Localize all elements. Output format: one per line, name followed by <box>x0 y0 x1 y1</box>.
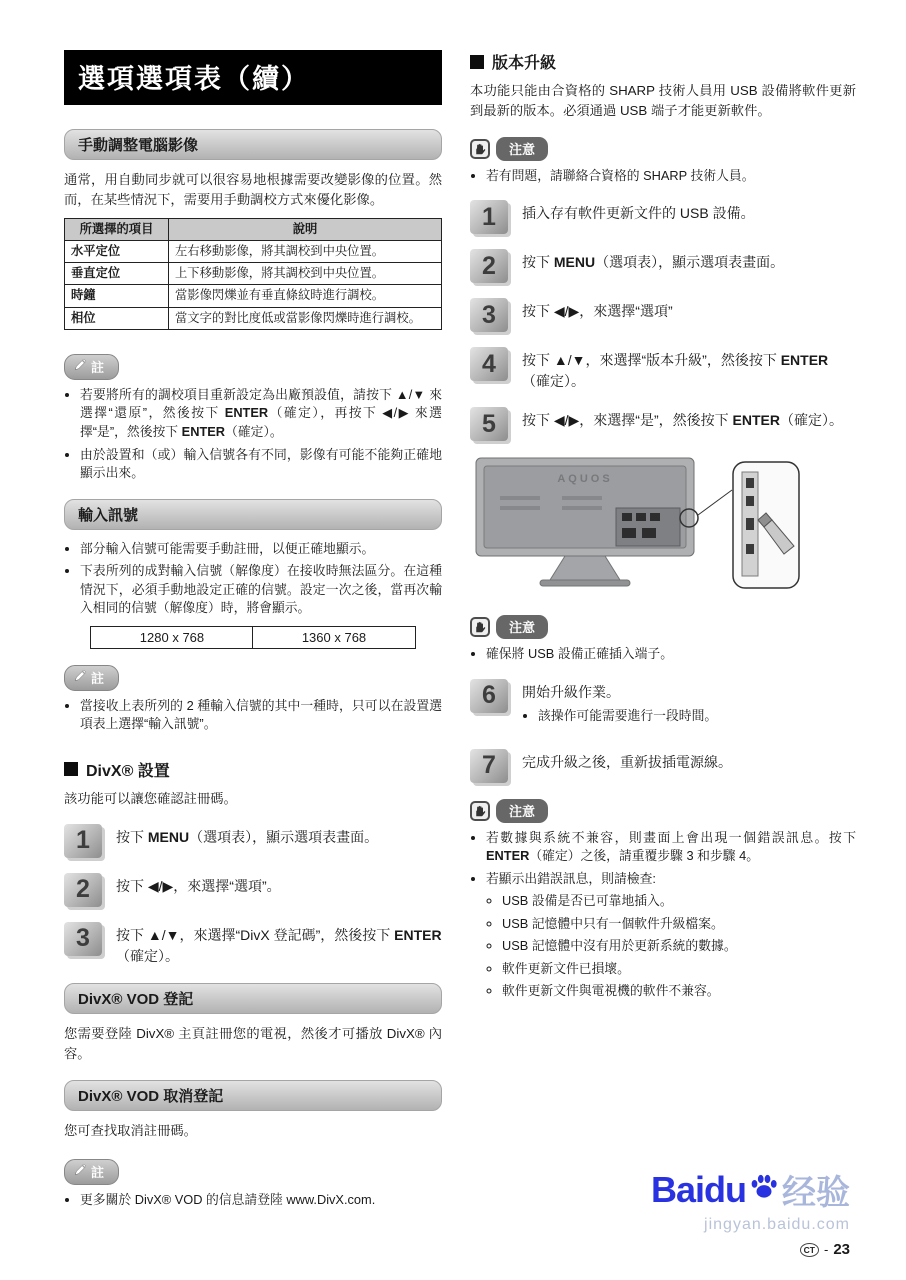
tv-brand-label: AQUOS <box>557 473 613 486</box>
note-badge-label: 註 <box>91 359 105 375</box>
step-number: 4 <box>470 347 508 381</box>
section-header-divx-vod-reg: DivX® VOD 登記 <box>64 983 442 1014</box>
pencil-icon <box>74 670 86 685</box>
hand-icon <box>470 617 490 637</box>
table-row <box>65 263 442 285</box>
footer-dash: - <box>823 1242 829 1257</box>
step-number: 2 <box>64 873 102 907</box>
table-cell-desc: 左右移動影像，將其調校到中央位置。 <box>169 241 442 263</box>
step-text: 插入存有軟件更新文件的 USB 設備。 <box>522 205 755 222</box>
note-badge <box>64 354 119 380</box>
note-text: 更多關於 DivX® VOD 的信息請登陸 <box>80 1191 287 1207</box>
checklist-item: ◦ USB 設備是否已可靠地插入。 <box>502 892 856 911</box>
step-row <box>470 347 856 392</box>
square-bullet-icon <box>64 762 78 776</box>
hand-icon <box>470 139 490 159</box>
caution-badge <box>470 799 856 823</box>
step-text: 按下 ◀/▶，來選擇“是”，然後按下 ENTER（確定）。 <box>522 412 843 429</box>
step-text: 按下 ▲/▼，來選擇“版本升級”，然後按下 ENTER（確定）。 <box>522 352 829 390</box>
caution-badge-label: 注意 <box>496 137 548 161</box>
checklist-item: ◦ 軟件更新文件與電視機的軟件不兼容。 <box>502 982 856 1001</box>
divx-vod-reg-text: 您需要登陸 DivX® 主頁註冊您的電視，然後才可播放 DivX® 內容。 <box>64 1025 442 1061</box>
step-row <box>470 200 856 234</box>
step-row <box>470 407 856 441</box>
step-number: 5 <box>470 407 508 441</box>
section-header-pc-adjust: 手動調整電腦影像 <box>64 129 442 160</box>
heading-divx-setup <box>64 758 442 781</box>
resolution-cell: 1360 x 768 <box>253 626 415 648</box>
step-text: 完成升級之後，重新拔插電源線。 <box>522 753 732 770</box>
step-text: 按下 MENU（選項表），顯示選項表畫面。 <box>522 254 785 271</box>
step-row <box>64 922 442 967</box>
upgrade-caution2 <box>470 645 856 664</box>
pc-adjust-table <box>64 218 442 330</box>
heading-version-upgrade <box>470 50 856 73</box>
divx-vod-dereg-text: 您可查找取消註冊碼。 <box>64 1122 197 1138</box>
paw-icon <box>749 1172 779 1207</box>
divx-url-link[interactable]: www.DivX.com. <box>286 1191 376 1207</box>
input-signal-note <box>64 697 442 734</box>
language-code-badge: CT <box>800 1243 819 1257</box>
step-text: 按下 ▲/▼，來選擇“DivX 登記碼”，然後按下 ENTER（確定）。 <box>116 926 442 964</box>
table-cell-desc: 上下移動影像，將其調校到中央位置。 <box>169 263 442 285</box>
pc-adjust-intro: 通常，用自動同步就可以很容易地根據需要改變影像的位置。然而，在某些情況下，需要用手動調校方式來優化影像。 <box>64 172 442 207</box>
checklist-item: ◦ USB 記憶體中只有一個軟件升級檔案。 <box>502 915 856 934</box>
table-header-desc: 說明 <box>169 218 442 240</box>
step-text: 開始升級作業。 <box>522 683 620 700</box>
caution-badge-label: 注意 <box>496 799 548 823</box>
step-number: 1 <box>470 200 508 234</box>
table-cell-item: 垂直定位 <box>65 263 169 285</box>
step-number: 3 <box>64 922 102 956</box>
heading-label: DivX® 設置 <box>86 762 170 780</box>
step-row <box>64 873 442 907</box>
sub-bullet-item: • 該操作可能需要進行一段時間。 <box>538 707 717 726</box>
table-row <box>65 307 442 329</box>
bullet-item: • 部分輸入信號可能需要手動註冊，以便正確地顯示。 <box>80 540 442 559</box>
table-cell-item: 水平定位 <box>65 241 169 263</box>
step-row <box>470 679 856 734</box>
pencil-icon <box>74 359 86 374</box>
table-cell-desc: 當文字的對比度低或當影像閃爍時進行調校。 <box>169 307 442 329</box>
baidu-logo-text: Baidu <box>650 1168 746 1210</box>
caution-badge <box>470 615 856 639</box>
upgrade-intro: 本功能只能由合資格的 SHARP 技術人員用 USB 設備將軟件更新到最新的版本。必須通過 USB 端子才能更新軟件。 <box>470 83 856 118</box>
section-header-divx-vod-dereg: DivX® VOD 取消登記 <box>64 1080 442 1111</box>
note-badge-label: 註 <box>91 670 105 686</box>
input-signal-bullets <box>64 540 442 618</box>
step-text: 按下 ◀/▶，來選擇“選項”。 <box>116 877 281 894</box>
caution-item <box>486 870 856 1001</box>
hand-icon <box>470 801 490 821</box>
step-text: 按下 MENU（選項表），顯示選項表畫面。 <box>116 828 379 845</box>
left-column <box>64 50 442 1280</box>
note-item: • 若要將所有的調校項目重新設定為出廠預設值，請按下 ▲/▼ 來選擇“還原”，然後按下 ENTER（確定），再按下 ◀/▶ 來選擇“是”，然後按下 ENTER（確定）。 <box>80 386 442 442</box>
caution-text: 若顯示出錯誤訊息，則請檢查: <box>486 870 656 886</box>
heading-label: 版本升級 <box>492 55 557 72</box>
jingyan-url[interactable]: jingyan.baidu.com <box>704 1216 850 1233</box>
step-row <box>64 824 442 858</box>
step-number: 1 <box>64 824 102 858</box>
tv-usb-diagram <box>470 456 856 599</box>
caution-item: • 若數據與系統不兼容，則畫面上會出現一個錯誤訊息。按下 ENTER（確定）之後，請重覆步驟 3 和步驟 4。 <box>486 829 856 866</box>
table-header-item: 所選擇的項目 <box>65 218 169 240</box>
section-header-input-signal: 輸入訊號 <box>64 499 442 530</box>
note-item: • 由於設置和（或）輸入信號各有不同，影像有可能不能夠正確地顯示出來。 <box>80 446 442 483</box>
caution-badge-label: 注意 <box>496 615 548 639</box>
caution-item: • 確保將 USB 設備正確插入端子。 <box>486 645 856 664</box>
step-number: 2 <box>470 249 508 283</box>
step-text: 按下 ◀/▶，來選擇“選項” <box>522 303 673 320</box>
divx-setup-intro: 該功能可以讓您確認註冊碼。 <box>64 790 237 806</box>
upgrade-caution1 <box>470 167 856 186</box>
jingyan-logo-text: 经验 <box>782 1174 850 1212</box>
square-bullet-icon <box>470 55 484 69</box>
step-row <box>470 749 856 783</box>
right-column <box>470 50 856 1280</box>
page-title: 選項選項表（續） <box>64 50 442 105</box>
page-number: 23 <box>833 1241 850 1258</box>
note-badge <box>64 1159 119 1185</box>
error-checklist <box>486 892 856 1001</box>
table-row <box>65 241 442 263</box>
step-row <box>470 298 856 332</box>
page-footer <box>800 1241 850 1258</box>
resolution-cell: 1280 x 768 <box>91 626 253 648</box>
bullet-item: • 下表所列的成對輸入信號（解像度）在接收時無法區分。在這種情況下，必須手動地設定正確的信號。設定一次之後，當再次輸入相同的信號（解像度）時，將會顯示。 <box>80 562 442 618</box>
note-item <box>80 1191 442 1210</box>
table-header-row <box>65 218 442 240</box>
step6-sub-bullets <box>522 707 717 726</box>
pencil-icon <box>74 1164 86 1179</box>
caution-item: • 若有問題，請聯絡合資格的 SHARP 技術人員。 <box>486 167 856 186</box>
step-number: 6 <box>470 679 508 713</box>
step-row <box>470 249 856 283</box>
caution-badge <box>470 137 856 161</box>
table-cell-desc: 當影像閃爍並有垂直條紋時進行調校。 <box>169 285 442 307</box>
baidu-watermark <box>651 1165 850 1234</box>
upgrade-caution3 <box>470 829 856 1001</box>
divx-vod-dereg-note <box>64 1191 442 1210</box>
note-item: • 當接收上表所列的 2 種輸入信號的其中一種時，只可以在設置選項表上選擇“輸入訊號”。 <box>80 697 442 734</box>
note-badge <box>64 665 119 691</box>
table-row <box>65 285 442 307</box>
pc-adjust-notes <box>64 386 442 483</box>
note-badge-label: 註 <box>91 1164 105 1180</box>
checklist-item: ◦ USB 記憶體中沒有用於更新系統的數據。 <box>502 937 856 956</box>
resolution-row <box>91 626 415 648</box>
step-number: 7 <box>470 749 508 783</box>
table-cell-item: 相位 <box>65 307 169 329</box>
table-cell-item: 時鐘 <box>65 285 169 307</box>
resolution-table <box>90 626 415 649</box>
checklist-item: ◦ 軟件更新文件已損壞。 <box>502 960 856 979</box>
step-number: 3 <box>470 298 508 332</box>
